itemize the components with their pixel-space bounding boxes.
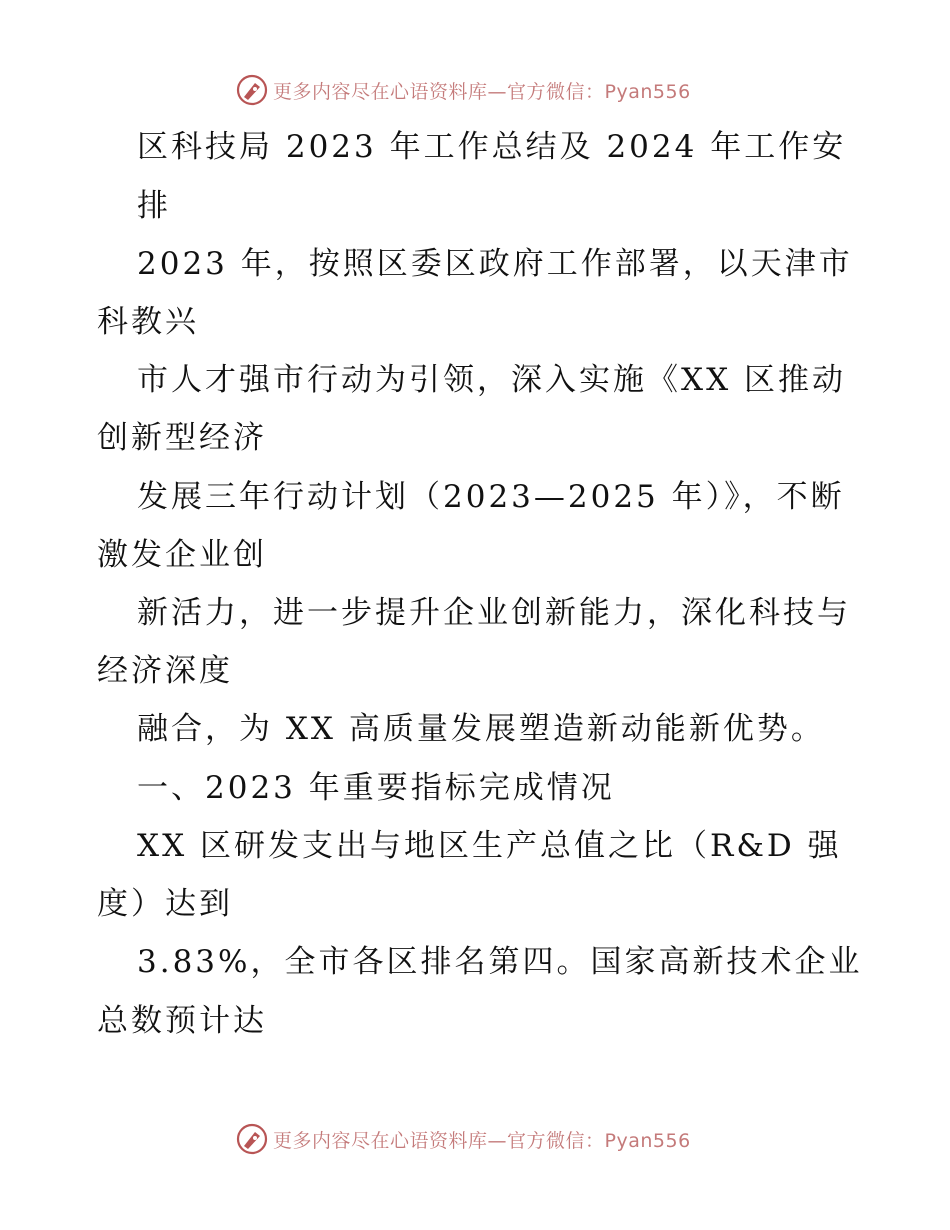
paragraph-line: XX 区研发支出与地区生产总值之比（R&D 强 xyxy=(137,828,842,864)
paragraph-line: 总数预计达 xyxy=(97,1003,267,1039)
header-banner xyxy=(235,72,691,108)
footer-banner xyxy=(235,1121,691,1157)
paragraph-line: 市人才强市行动为引领，深入实施《XX 区推动 xyxy=(137,362,846,398)
paragraph-line: 科教兴 xyxy=(97,304,199,340)
header-banner-text: 更多内容尽在心语资料库—官方微信：Pyan556 xyxy=(273,80,691,103)
paragraph-line: 3.83%，全市各区排名第四。国家高新技术企业 xyxy=(137,944,863,980)
paragraph-line: 创新型经济 xyxy=(97,420,267,456)
pen-nib-circle-logo xyxy=(235,73,269,107)
title-line-1: 区科技局 2023 年工作总结及 2024 年工作安 xyxy=(137,129,847,165)
paragraph-line: 融合，为 XX 高质量发展塑造新动能新优势。 xyxy=(137,711,825,747)
paragraph-line: 2023 年，按照区委区政府工作部署，以天津市 xyxy=(137,246,853,282)
section-heading: 一、2023 年重要指标完成情况 xyxy=(137,770,615,806)
title-line-2: 排 xyxy=(137,188,171,224)
paragraph-line: 新活力，进一步提升企业创新能力，深化科技与 xyxy=(137,595,851,631)
paragraph-line: 经济深度 xyxy=(97,653,233,689)
paragraph-line: 发展三年行动计划（2023—2025 年）》，不断 xyxy=(137,479,845,515)
footer-banner-text: 更多内容尽在心语资料库—官方微信：Pyan556 xyxy=(273,1129,691,1152)
pen-nib-circle-logo xyxy=(235,1122,269,1156)
paragraph-line: 激发企业创 xyxy=(97,537,267,573)
paragraph-line: 度）达到 xyxy=(97,886,233,922)
